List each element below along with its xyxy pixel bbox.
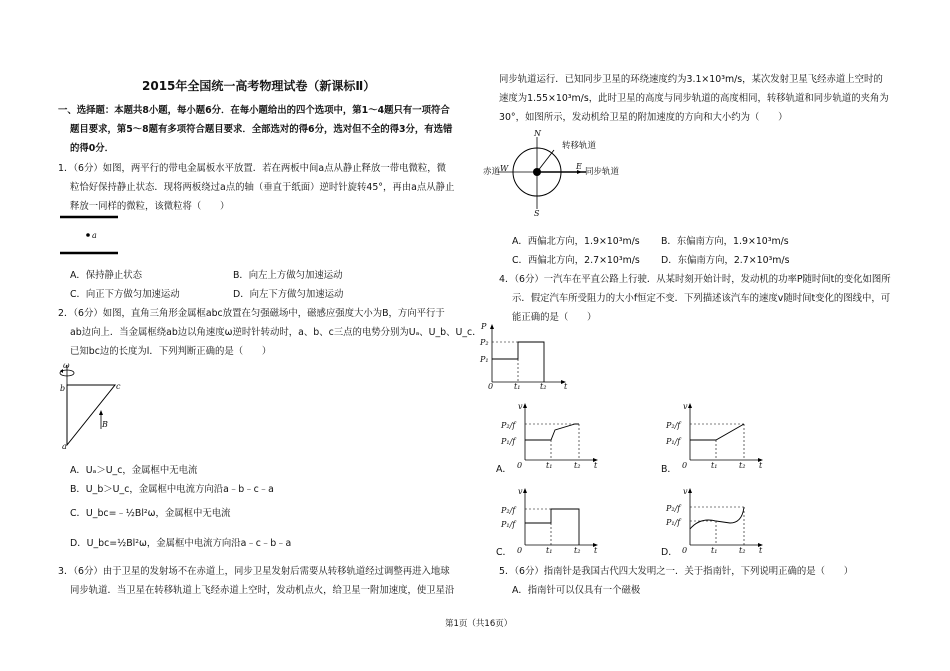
q4-stem-line-2: 示．假定汽车所受阻力的大小f恒定不变．下列描述该汽车的速度v随时间t变化的图线中，可 xyxy=(512,293,891,304)
q4-option-d-label: D． xyxy=(661,547,678,558)
q1-stem-line-2: 粒恰好保持静止状态．现将两板绕过a点的轴（垂直于纸面）逆时针旋转45°，再由a点从静止 xyxy=(70,182,455,193)
q4-option-c-label: C． xyxy=(496,547,512,558)
q2-stem-line-1: 2．（6分）如图，直角三角形金属框abc放置在匀强磁场中，磁感应强度大小为B，方向平行于 xyxy=(58,308,445,319)
q3-option-b: B．东偏南方向，1.9×10³m/s xyxy=(661,236,789,247)
q4d-origin-label: 0 xyxy=(682,546,688,555)
q5-stem-line-1: 5．（6分）指南针是我国古代四大发明之一．关于指南针，下列说明正确的是（ ） xyxy=(499,566,854,577)
q1-option-c: C．向正下方做匀加速运动 xyxy=(70,289,180,300)
velocity-curve xyxy=(690,507,744,529)
q4b-origin-label: 0 xyxy=(682,461,688,470)
velocity-curve xyxy=(690,424,744,440)
q2-b-label: b xyxy=(60,384,66,393)
q4-option-b-label: B． xyxy=(661,464,677,475)
q2-option-d: D．U_bc=½Bl²ω，金属框中电流方向沿a﹣c﹣b﹣a xyxy=(70,538,292,549)
q4-stem-line-3: 能正确的是（ ） xyxy=(512,312,597,323)
q4d-t2-label: t₂ xyxy=(739,546,746,555)
q4b-t2-label: t₂ xyxy=(739,461,746,470)
velocity-curve xyxy=(525,424,579,440)
q4a-t-label: t xyxy=(594,461,598,470)
q3-w-label: W xyxy=(500,164,509,173)
q4c-v-label: v xyxy=(518,487,523,496)
q3-cont-line-2: 速度为1.55×10³m/s，此时卫星的高度与同步轨道的高度相同，转移轨道和同步轨道的夹角为 xyxy=(499,93,889,104)
q4-stem-line-1: 4．（6分）一汽车在平直公路上行驶．从某时刻开始计时，发动机的功率P随时间t的变化如图所 xyxy=(499,274,891,285)
q2-option-a: A．Uₐ＞U_c，金属框中无电流 xyxy=(70,465,198,476)
q3-option-c: C．西偏北方向，2.7×10³m/s xyxy=(512,255,640,266)
q4d-v-label: v xyxy=(683,487,688,496)
point-a xyxy=(86,233,90,237)
q4a-t2-label: t₂ xyxy=(574,461,581,470)
q4a-v-label: v xyxy=(518,402,523,411)
q4b-t1-label: t₁ xyxy=(711,461,718,470)
q4b-t-label: t xyxy=(759,461,763,470)
q3-sync-label: 同步轨道 xyxy=(585,167,620,177)
q2-option-b: B．U_b＞U_c，金属框中电流方向沿a﹣b﹣c﹣a xyxy=(70,484,274,495)
q2-stem-line-2: ab边向上．当金属框绕ab边以角速度ω逆时针转动时，a、b、c三点的电势分别为Uₐ、U_b、U_c． xyxy=(70,327,482,338)
q1-option-b: B．向左上方做匀加速运动 xyxy=(233,270,343,281)
q3-stem-line-1: 3．（6分）由于卫星的发射场不在赤道上，同步卫星发射后需要从转移轨道经过调整再进入地球 xyxy=(58,566,450,577)
page-title: 2015年全国统一高考物理试卷（新课标Ⅱ） xyxy=(142,79,376,93)
q3-cont-line-3: 30°，如图所示，发动机给卫星的附加速度的方向和大小约为（ ） xyxy=(499,112,788,123)
q3-option-d: D．东偏南方向，2.7×10³m/s xyxy=(661,255,790,266)
section-header-line-2: 题目要求，第5～8题有多项符合题目要求．全部选对的得6分，选对但不全的得3分，有选错 xyxy=(70,124,453,135)
q4-t1-label: t₁ xyxy=(514,382,521,391)
page-footer: 第1页（共16页） xyxy=(445,619,513,629)
q3-equator-label: 赤道 xyxy=(483,167,501,177)
q2-stem-line-3: 已知bc边的长度为l．下列判断正确的是（ ） xyxy=(70,346,272,357)
q4c-origin-label: 0 xyxy=(517,546,523,555)
triangle-frame xyxy=(67,385,115,445)
q1-option-d: D．向左下方做匀加速运动 xyxy=(233,289,344,300)
q4a-p1f-label: P₁/f xyxy=(501,437,516,446)
q4c-t2-label: t₂ xyxy=(574,546,581,555)
q2-c-label: c xyxy=(116,382,121,391)
q4-origin-label: 0 xyxy=(488,382,494,391)
q3-stem-line-2: 同步轨道．当卫星在转移轨道上飞经赤道上空时，发动机点火，给卫星一附加速度，使卫星沿 xyxy=(70,585,455,596)
q4b-p1f-label: P₁/f xyxy=(666,437,681,446)
q2-option-c: C．U_bc=﹣½Bl²ω，金属框中无电流 xyxy=(70,508,231,519)
q2-omega-label: ω xyxy=(63,361,70,370)
transfer-orbit-line xyxy=(537,150,554,172)
q3-n-label: N xyxy=(534,129,541,138)
q1-option-a: A．保持静止状态 xyxy=(70,270,143,281)
q4a-origin-label: 0 xyxy=(517,461,523,470)
q3-cont-line-1: 同步轨道运行．已知同步卫星的环绕速度约为3.1×10³m/s，某次发射卫星飞经赤道上空时的 xyxy=(499,74,883,85)
q4-p2-label: P₂ xyxy=(480,338,489,347)
q1-stem-line-1: 1．（6分）如图，两平行的带电金属板水平放置．若在两板中间a点从静止释放一带电微粒，微 xyxy=(58,163,446,174)
q4-t2-label: t₂ xyxy=(540,382,547,391)
q3-transfer-label: 转移轨道 xyxy=(562,141,597,151)
q2-a-label: a xyxy=(62,442,67,451)
q4d-t-label: t xyxy=(759,546,763,555)
q4-t-axis-label: t xyxy=(564,382,568,391)
q3-e-label: E xyxy=(576,162,582,171)
q4d-p1f-label: P₁/f xyxy=(666,518,681,527)
q3-option-a: A．西偏北方向，1.9×10³m/s xyxy=(512,236,640,247)
velocity-curve xyxy=(525,509,579,545)
q4a-p2f-label: P₂/f xyxy=(501,421,516,430)
q2-B-label: B xyxy=(102,420,108,429)
q4b-p2f-label: P₂/f xyxy=(666,421,681,430)
q3-s-label: S xyxy=(534,209,540,218)
q5-option-a: A．指南针可以仅具有一个磁极 xyxy=(512,585,641,596)
q4-option-a-label: A． xyxy=(496,464,512,475)
q1-stem-line-3: 释放一同样的微粒，该微粒将（ ） xyxy=(70,201,230,212)
q4b-v-label: v xyxy=(683,402,688,411)
q4d-p2f-label: P₂/f xyxy=(666,504,681,513)
q4c-p2f-label: P₂/f xyxy=(501,506,516,515)
q4c-t-label: t xyxy=(594,546,598,555)
q4-p-axis-label: P xyxy=(481,322,487,331)
q4c-t1-label: t₁ xyxy=(546,546,553,555)
q4c-p1f-label: P₁/f xyxy=(501,520,516,529)
section-header-line-3: 的得0分． xyxy=(70,143,115,154)
q4a-t1-label: t₁ xyxy=(546,461,553,470)
q4d-t1-label: t₁ xyxy=(711,546,718,555)
q1-point-label: a xyxy=(92,231,97,240)
q4-p1-label: P₁ xyxy=(480,355,489,364)
section-header-line-1: 一、选择题：本题共8小题，每小题6分．在每小题给出的四个选项中，第1～4题只有一项符合 xyxy=(58,105,450,116)
